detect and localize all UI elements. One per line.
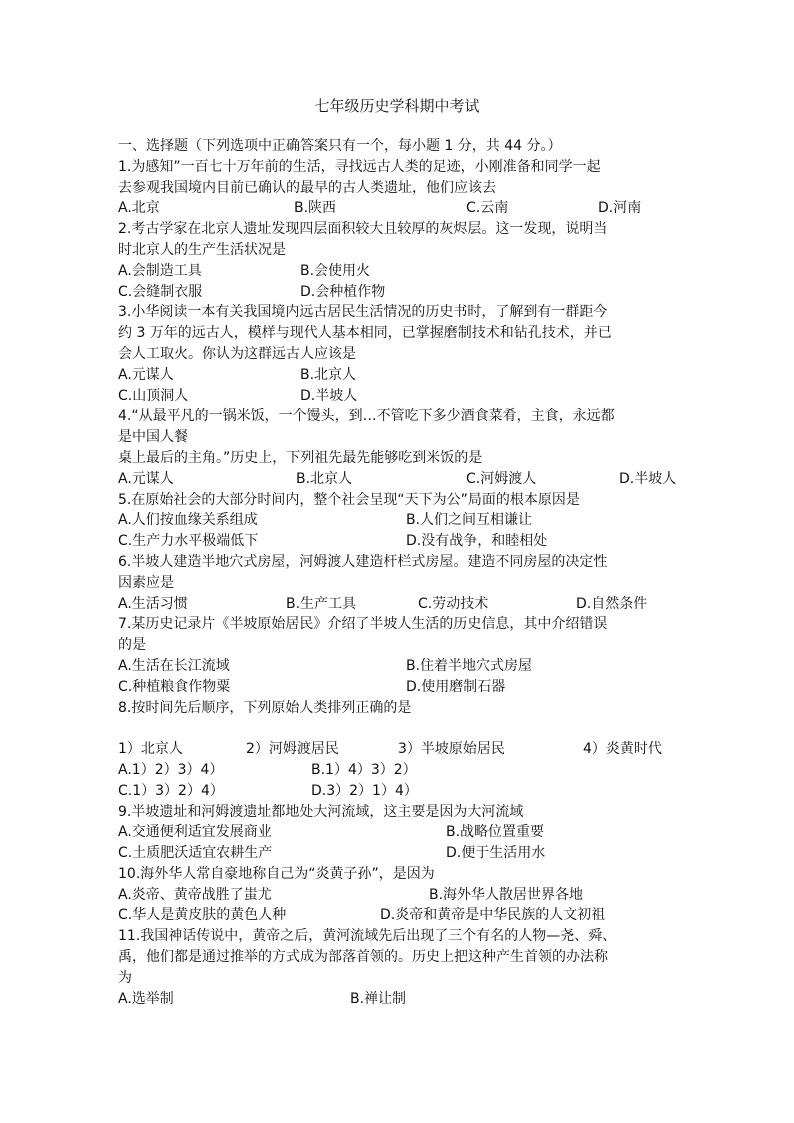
question-5-options xyxy=(118,531,678,552)
option-d: D.3）2）1）4） xyxy=(311,782,418,799)
question-7-options xyxy=(118,677,678,698)
option-a: A.生活习惯 xyxy=(118,595,188,612)
option-a: A.交通便利适宜发展商业 xyxy=(118,824,272,841)
question-10-options xyxy=(118,905,678,926)
option-c: C.河姆渡人 xyxy=(466,470,537,487)
option-d: D.便于生活用水 xyxy=(446,845,546,862)
question-11-options xyxy=(118,989,678,1010)
option-d: D.半坡人 xyxy=(619,470,677,487)
page-title: 七年级历史学科期中考试 xyxy=(314,97,480,115)
option-b: B.海外华人散居世界各地 xyxy=(429,886,584,903)
question-6-options xyxy=(118,594,678,615)
question-1-stem: 去参观我国境内目前已确认的最早的古人类遗址，他们应该去 xyxy=(118,179,496,196)
question-1-stem: 1.为感知”一百七十万年前的生活，寻找远古人类的足迹，小刚准备和同学一起 xyxy=(118,158,601,175)
question-8-items xyxy=(118,739,678,760)
option-b: B.1）4）3）2） xyxy=(311,761,417,778)
option-a: A.1）2）3）4） xyxy=(118,761,224,778)
option-c: C.种植粮食作物粟 xyxy=(118,678,231,695)
option-a: A.元谋人 xyxy=(118,366,174,383)
option-d: D.河南 xyxy=(598,200,642,217)
question-1-options xyxy=(118,198,678,219)
question-2-options xyxy=(118,282,678,303)
option-d: D.自然条件 xyxy=(576,595,648,612)
question-7-options xyxy=(118,656,678,677)
option-c: C.山顶洞人 xyxy=(118,387,189,404)
question-6-stem: 6.半坡人建造半地穴式房屋，河姆渡人建造杆栏式房屋。建造不同房屋的决定性 xyxy=(118,553,608,570)
option-d: D.半坡人 xyxy=(300,387,358,404)
option-b: B.北京人 xyxy=(296,470,353,487)
option-c: C.1）3）2）4） xyxy=(118,782,224,799)
item-1: 1）北京人 xyxy=(118,741,183,758)
option-a: A.炎帝、黄帝战胜了蚩尤 xyxy=(118,886,272,903)
option-d: D.使用磨制石器 xyxy=(406,678,506,695)
option-b: B.战略位置重要 xyxy=(446,824,545,841)
option-c: C.云南 xyxy=(466,200,509,217)
question-11-stem: 禹，他们都是通过推举的方式成为部落首领的。历史上把这种产生首领的办法称 xyxy=(118,949,608,966)
option-d: D.会种植作物 xyxy=(300,283,386,300)
question-10-options xyxy=(118,885,678,906)
question-4-options xyxy=(118,469,678,490)
option-b: B.陕西 xyxy=(294,200,337,217)
question-2-stem: 2.考古学家在北京人遗址发现四层面积较大且较厚的灰烬层。这一发现，说明当 xyxy=(118,221,608,238)
question-4-stem: 是中国人餐 xyxy=(118,429,188,446)
question-4-stem: 桌上最后的主角。”历史上，下列祖先最先能够吃到米饭的是 xyxy=(118,449,483,466)
question-3-options xyxy=(118,365,678,386)
option-c: C.会缝制衣服 xyxy=(118,283,203,300)
question-11-stem: 11.我国神话传说中，黄帝之后，黄河流域先后出现了三个有名的人物—尧、舜、 xyxy=(118,928,617,945)
option-a: A.人们按血缘关系组成 xyxy=(118,512,258,529)
option-b: B.生产工具 xyxy=(286,595,357,612)
option-c: C.生产力水平极端低下 xyxy=(118,533,259,550)
option-a: A.元谋人 xyxy=(118,470,174,487)
option-b: B.会使用火 xyxy=(300,262,371,279)
section-header: 一、选择题（下列选项中正确答案只有一个，每小题 1 分，共 44 分。） xyxy=(118,138,562,154)
question-8-stem: 8.按时间先后顺序，下列原始人类排列正确的是 xyxy=(118,699,412,716)
question-8-options xyxy=(118,760,678,781)
option-c: C.土质肥沃适宜农耕生产 xyxy=(118,845,273,862)
option-b: B.禅让制 xyxy=(350,990,407,1007)
blank-line xyxy=(118,718,678,739)
exam-content xyxy=(118,136,678,1009)
option-c: C.华人是黄皮肤的黄色人种 xyxy=(118,907,287,924)
option-b: B.北京人 xyxy=(300,366,357,383)
option-a: A.生活在长江流域 xyxy=(118,657,230,674)
question-9-options xyxy=(118,843,678,864)
question-11-stem: 为 xyxy=(118,969,132,986)
option-b: B.人们之间互相谦让 xyxy=(406,512,533,529)
item-3: 3）半坡原始居民 xyxy=(398,741,505,758)
question-5-options xyxy=(118,510,678,531)
question-3-options xyxy=(118,386,678,407)
question-9-options xyxy=(118,822,678,843)
question-10-stem: 10.海外华人常自豪地称自己为“炎黄子孙”，是因为 xyxy=(118,865,435,882)
option-d: D.没有战争，和睦相处 xyxy=(406,533,548,550)
option-a: A.选举制 xyxy=(118,990,174,1007)
item-2: 2）河姆渡居民 xyxy=(246,741,339,758)
question-7-stem: 的是 xyxy=(118,637,146,654)
option-a: A.会制造工具 xyxy=(118,262,202,279)
question-8-options xyxy=(118,781,678,802)
question-2-stem: 时北京人的生产生活状况是 xyxy=(118,241,286,258)
question-2-options xyxy=(118,261,678,282)
question-4-stem: 4.“从最平凡的一锅米饭，一个馒头，到…不管吃下多少酒食菜肴，主食，永远都 xyxy=(118,408,615,425)
question-5-stem: 5.在原始社会的大部分时间内，整个社会呈现“天下为公”局面的根本原因是 xyxy=(118,491,580,508)
option-b: B.住着半地穴式房屋 xyxy=(406,657,533,674)
option-a: A.北京 xyxy=(118,200,160,217)
question-6-stem: 因素应是 xyxy=(118,574,174,591)
question-9-stem: 9.半坡遗址和河姆渡遗址都地处大河流域，这主要是因为大河流域 xyxy=(118,803,524,820)
option-d: D.炎帝和黄帝是中华民族的人文初祖 xyxy=(380,907,606,924)
question-3-stem: 约 3 万年的远古人，模样与现代人基本相同，已掌握磨制技术和钻孔技术，并已 xyxy=(118,325,612,342)
question-3-stem: 会人工取火。你认为这群远古人应该是 xyxy=(118,345,356,362)
question-7-stem: 7.某历史记录片《半坡原始居民》介绍了半坡人生活的历史信息，其中介绍错误 xyxy=(118,616,608,633)
item-4: 4）炎黄时代 xyxy=(583,741,662,758)
option-c: C.劳动技术 xyxy=(418,595,489,612)
question-3-stem: 3.小华阅读一本有关我国境内远古居民生活情况的历史书时，了解到有一群距今 xyxy=(118,304,608,321)
